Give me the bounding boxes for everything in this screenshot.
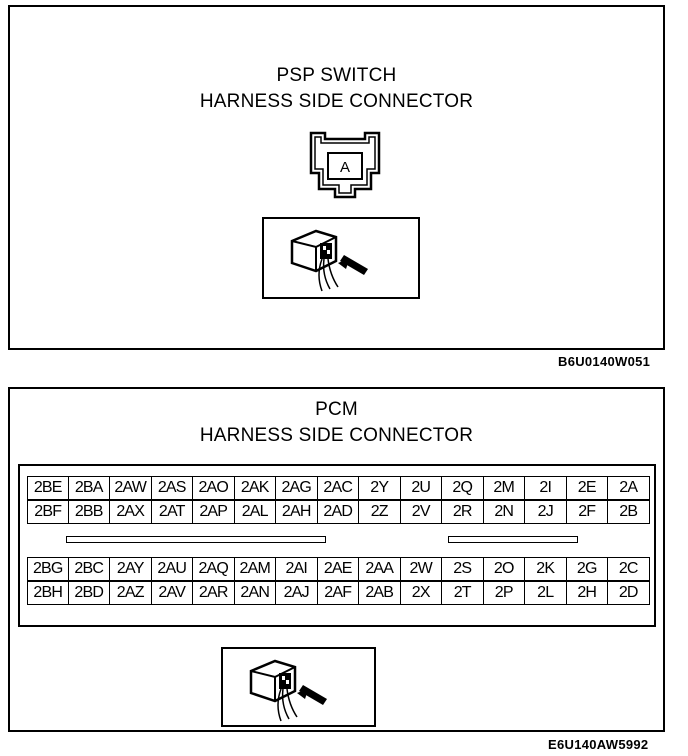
psp-view-figure — [262, 217, 420, 299]
pcm-connector-face — [18, 464, 656, 627]
pcm-terminal-cell: 2AH — [276, 500, 318, 524]
pcm-terminal-cell: 2AF — [318, 581, 360, 605]
pcm-terminal-cell: 2AN — [235, 581, 277, 605]
pcm-terminal-cell: 2AT — [152, 500, 194, 524]
pcm-terminal-cell: 2H — [567, 581, 609, 605]
pcm-terminal-cell: 2AA — [359, 557, 401, 581]
pcm-terminal-cell: 2J — [525, 500, 567, 524]
pcm-terminal-cell: 2BA — [69, 476, 111, 500]
pcm-figure-code: E6U140AW5992 — [548, 737, 649, 752]
pcm-terminal-cell: 2P — [484, 581, 526, 605]
pcm-row-1 — [27, 476, 650, 500]
pcm-terminal-cell: 2BG — [27, 557, 69, 581]
pcm-row-4 — [27, 581, 650, 605]
pcm-terminal-cell: 2AG — [276, 476, 318, 500]
pcm-terminal-cell: 2Z — [359, 500, 401, 524]
pcm-terminal-cell: 2AI — [276, 557, 318, 581]
pcm-view-figure — [221, 647, 376, 727]
pcm-terminal-cell: 2AE — [318, 557, 360, 581]
pcm-terminal-cell: 2AM — [235, 557, 277, 581]
pcm-terminal-cell: 2Q — [442, 476, 484, 500]
pcm-terminal-cell: 2AP — [193, 500, 235, 524]
pcm-terminal-cell: 2F — [567, 500, 609, 524]
pcm-row-2 — [27, 500, 650, 524]
pcm-title: PCM — [315, 399, 358, 420]
connector-view-icon — [264, 219, 418, 297]
pcm-terminal-cell: 2AY — [110, 557, 152, 581]
pcm-terminal-cell: 2C — [608, 557, 650, 581]
pcm-terminal-cell: 2AS — [152, 476, 194, 500]
pcm-terminal-cell: 2AU — [152, 557, 194, 581]
psp-switch-panel — [8, 5, 665, 350]
pcm-subtitle: HARNESS SIDE CONNECTOR — [199, 425, 474, 446]
psp-subtitle: HARNESS SIDE CONNECTOR — [199, 91, 474, 112]
pcm-terminal-cell: 2AV — [152, 581, 194, 605]
pcm-terminal-cell: 2AW — [110, 476, 152, 500]
pcm-key-tab-right — [448, 536, 578, 543]
pcm-terminal-cell: 2BD — [69, 581, 111, 605]
pcm-key-tab-left — [66, 536, 326, 543]
pcm-terminal-cell: 2BB — [69, 500, 111, 524]
pcm-terminal-cell: 2T — [442, 581, 484, 605]
pcm-terminal-cell: 2AD — [318, 500, 360, 524]
pcm-terminal-cell: 2BF — [27, 500, 69, 524]
pcm-terminal-cell: 2BE — [27, 476, 69, 500]
pcm-terminal-cell: 2AJ — [276, 581, 318, 605]
pcm-terminal-cell: 2M — [484, 476, 526, 500]
pcm-terminal-cell: 2O — [484, 557, 526, 581]
psp-title: PSP SWITCH — [276, 65, 397, 86]
pcm-terminal-cell: 2R — [442, 500, 484, 524]
psp-terminal-label: A — [339, 159, 351, 176]
pcm-terminal-cell: 2E — [567, 476, 609, 500]
pcm-terminal-cell: 2Y — [359, 476, 401, 500]
pcm-terminal-cell: 2AX — [110, 500, 152, 524]
pcm-panel — [8, 387, 665, 732]
pcm-row-3 — [27, 557, 650, 581]
pcm-terminal-cell: 2BC — [69, 557, 111, 581]
pcm-terminal-cell: 2I — [525, 476, 567, 500]
pcm-terminal-cell: 2U — [401, 476, 443, 500]
pcm-terminal-cell: 2AB — [359, 581, 401, 605]
psp-figure-code: B6U0140W051 — [558, 354, 651, 369]
pcm-terminal-cell: 2S — [442, 557, 484, 581]
pcm-terminal-cell: 2G — [567, 557, 609, 581]
pcm-terminal-cell: 2AK — [235, 476, 277, 500]
pcm-terminal-cell: 2B — [608, 500, 650, 524]
pcm-terminal-cell: 2N — [484, 500, 526, 524]
pcm-terminal-cell: 2W — [401, 557, 443, 581]
pcm-terminal-cell: 2X — [401, 581, 443, 605]
pcm-terminal-cell: 2BH — [27, 581, 69, 605]
pcm-terminal-cell: 2D — [608, 581, 650, 605]
pcm-terminal-cell: 2AO — [193, 476, 235, 500]
pcm-terminal-cell: 2AZ — [110, 581, 152, 605]
pcm-terminal-cell: 2AR — [193, 581, 235, 605]
pcm-terminal-cell: 2K — [525, 557, 567, 581]
pcm-terminal-cell: 2L — [525, 581, 567, 605]
pcm-terminal-cell: 2AC — [318, 476, 360, 500]
pcm-terminal-cell: 2AL — [235, 500, 277, 524]
pcm-terminal-cell: 2AQ — [193, 557, 235, 581]
pcm-terminal-cell: 2V — [401, 500, 443, 524]
psp-connector-face — [305, 129, 385, 201]
connector-view-icon — [223, 649, 374, 725]
pcm-terminal-cell: 2A — [608, 476, 650, 500]
